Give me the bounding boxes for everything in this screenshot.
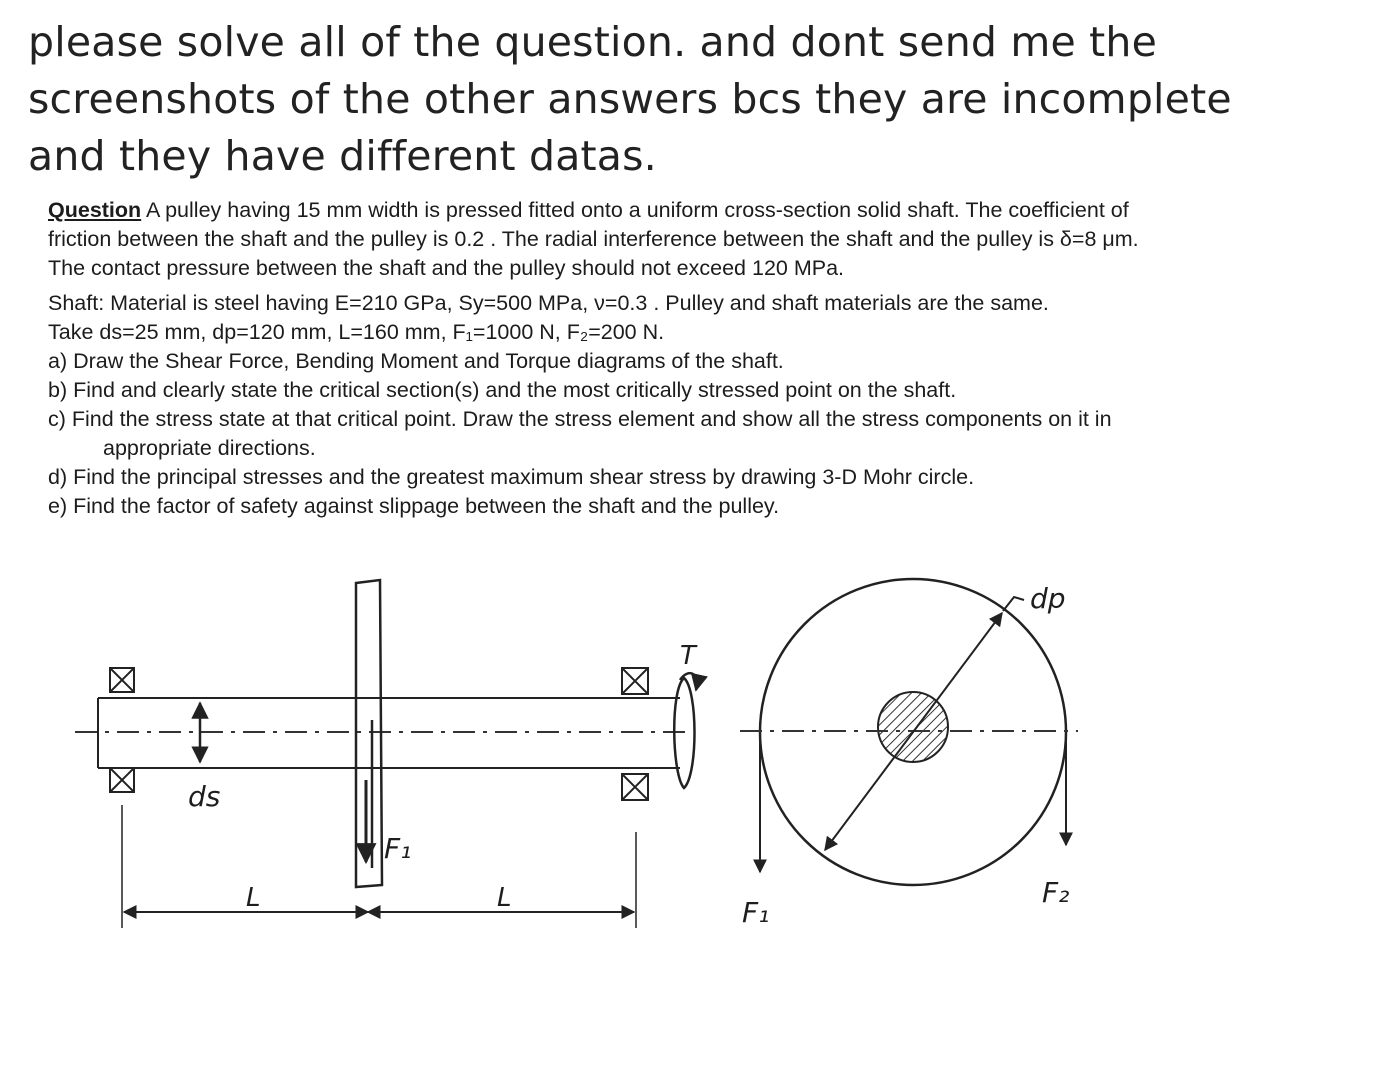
label-dp: dp bbox=[1030, 582, 1066, 615]
shaft-pulley-sketch bbox=[0, 560, 1399, 980]
dp-leader bbox=[1003, 597, 1024, 611]
label-f1-shaft: F₁ bbox=[384, 832, 412, 865]
left-bearing bbox=[110, 668, 134, 792]
part-b: b) Find and clearly state the critical section(s) and the most critically stressed point on the shaft. bbox=[48, 378, 957, 402]
question-block bbox=[48, 196, 1348, 521]
request-line-1: please solve all of the question. and dont send me the bbox=[28, 18, 1158, 66]
part-c: c) Find the stress state at that critical point. Draw the stress element and show all the stress components on it in bbox=[48, 407, 1112, 431]
question-label: Question bbox=[48, 198, 142, 222]
request-line-3: and they have different datas. bbox=[28, 132, 657, 180]
part-d: d) Find the principal stresses and the greatest maximum shear stress by drawing 3-D Mohr circle. bbox=[48, 465, 975, 489]
label-f1-pulley: F₁ bbox=[742, 896, 770, 929]
shaft-section-hatched bbox=[878, 692, 948, 762]
pulley-side-view bbox=[356, 580, 382, 887]
dp-dimension-arrow bbox=[825, 613, 1002, 850]
part-c-continued: appropriate directions. bbox=[103, 436, 316, 460]
label-L-right: L bbox=[497, 883, 512, 913]
label-L-left: L bbox=[246, 883, 261, 913]
part-a: a) Draw the Shear Force, Bending Moment and Torque diagrams of the shaft. bbox=[48, 349, 784, 373]
label-f2-pulley: F₂ bbox=[1042, 876, 1070, 909]
request-text bbox=[28, 14, 1368, 185]
question-line-2: friction between the shaft and the pulley is 0.2 . The radial interference between the shaft and the pulley is δ=8 μm. bbox=[48, 227, 1139, 251]
right-bearing bbox=[622, 668, 648, 800]
given-data: Take ds=25 mm, dp=120 mm, L=160 mm, F₁=1000 N, F₂=200 N. bbox=[48, 320, 665, 344]
label-ds: ds bbox=[188, 780, 221, 813]
dimension-extension-lines bbox=[122, 805, 636, 928]
part-e: e) Find the factor of safety against slippage between the shaft and the pulley. bbox=[48, 494, 780, 518]
shaft-properties: Shaft: Material is steel having E=210 GPa, Sy=500 MPa, ν=0.3 . Pulley and shaft materials are the same. bbox=[48, 291, 1049, 315]
label-torque: T bbox=[680, 641, 696, 671]
question-line-1: A pulley having 15 mm width is pressed fitted onto a uniform cross-section solid shaft. The coefficient of bbox=[145, 198, 1129, 222]
request-line-2: screenshots of the other answers bcs they are incomplete bbox=[28, 75, 1232, 123]
question-line-3: The contact pressure between the shaft and the pulley should not exceed 120 MPa. bbox=[48, 256, 845, 280]
